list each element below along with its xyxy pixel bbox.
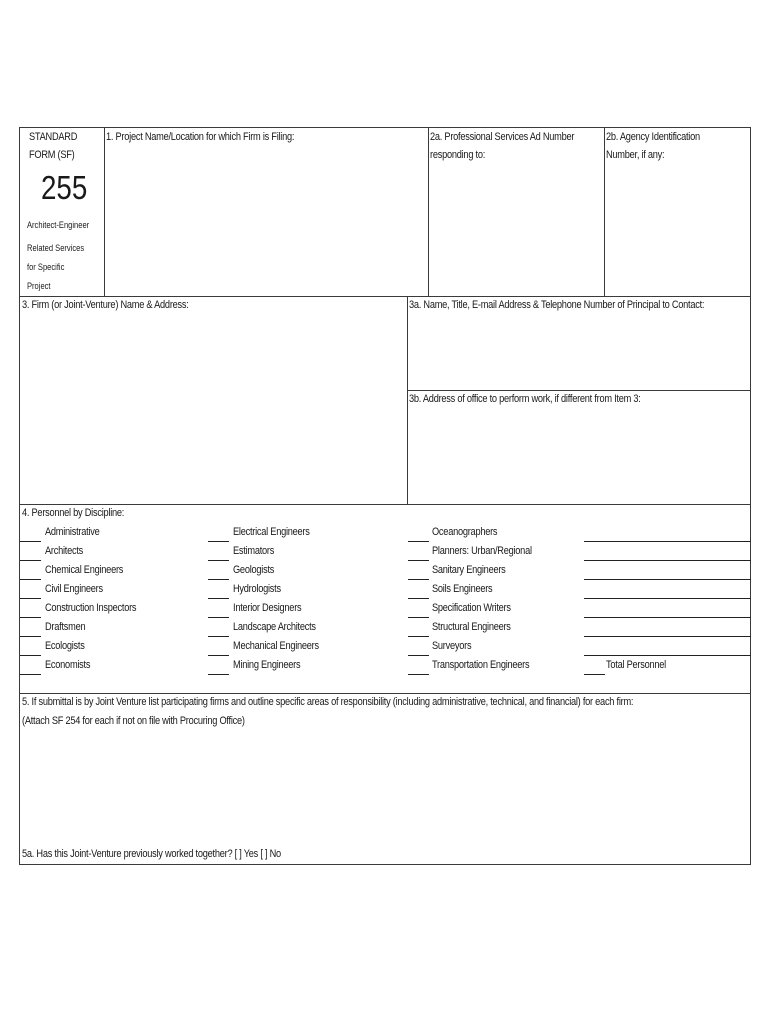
form-desc-line2: Related Services <box>27 243 85 253</box>
discipline-item: Interior Designers <box>233 602 302 614</box>
item5a-label: 5a. Has this Joint-Venture previously worked together? [ ] Yes [ ] No <box>22 848 281 860</box>
item3a-label: 3a. Name, Title, E-mail Address & Telephone Number of Principal to Contact: <box>409 299 705 311</box>
discipline-item: Landscape Architects <box>233 621 316 633</box>
count-blank[interactable] <box>208 541 229 542</box>
count-blank[interactable] <box>20 579 41 580</box>
count-blank[interactable] <box>408 636 429 637</box>
sf-label-line1: STANDARD <box>29 131 78 143</box>
discipline-item: Mining Engineers <box>233 659 301 671</box>
form-desc-line4: Project <box>27 281 51 291</box>
count-blank[interactable] <box>208 674 229 675</box>
divider <box>428 128 429 296</box>
item2a-label-line2: responding to: <box>430 149 486 161</box>
count-blank[interactable] <box>408 598 429 599</box>
discipline-item: Economists <box>45 659 91 671</box>
total-personnel-label: Total Personnel <box>606 659 666 671</box>
other-discipline-blank[interactable] <box>584 541 751 542</box>
other-discipline-blank[interactable] <box>584 579 751 580</box>
count-blank[interactable] <box>20 541 41 542</box>
sf255-form <box>19 127 751 865</box>
other-discipline-blank[interactable] <box>584 560 751 561</box>
discipline-item: Sanitary Engineers <box>432 564 506 576</box>
discipline-item: Soils Engineers <box>432 583 493 595</box>
discipline-item: Civil Engineers <box>45 583 103 595</box>
discipline-item: Draftsmen <box>45 621 86 633</box>
item4-label: 4. Personnel by Discipline: <box>22 507 125 519</box>
count-blank[interactable] <box>208 636 229 637</box>
discipline-item: Oceanographers <box>432 526 498 538</box>
count-blank[interactable] <box>20 598 41 599</box>
count-blank[interactable] <box>20 636 41 637</box>
discipline-item: Architects <box>45 545 84 557</box>
other-discipline-blank[interactable] <box>584 617 751 618</box>
other-discipline-blank[interactable] <box>584 636 751 637</box>
item2a-label-line1: 2a. Professional Services Ad Number <box>430 131 575 143</box>
discipline-item: Mechanical Engineers <box>233 640 319 652</box>
discipline-item: Construction Inspectors <box>45 602 137 614</box>
discipline-item: Estimators <box>233 545 275 557</box>
discipline-item: Geologists <box>233 564 275 576</box>
count-blank[interactable] <box>408 674 429 675</box>
other-discipline-blank[interactable] <box>584 598 751 599</box>
item2b-label-line2: Number, if any: <box>606 149 665 161</box>
count-blank[interactable] <box>20 674 41 675</box>
item2b-label-line1: 2b. Agency Identification <box>606 131 700 143</box>
count-blank[interactable] <box>20 655 41 656</box>
item5-label-line2: (Attach SF 254 for each if not on file with Procuring Office) <box>22 715 245 727</box>
count-blank[interactable] <box>208 617 229 618</box>
count-blank[interactable] <box>208 579 229 580</box>
discipline-item: Ecologists <box>45 640 85 652</box>
count-blank[interactable] <box>408 560 429 561</box>
discipline-item: Chemical Engineers <box>45 564 124 576</box>
divider <box>604 128 605 296</box>
total-personnel-blank[interactable] <box>584 674 605 675</box>
divider <box>104 128 105 296</box>
discipline-item: Transportation Engineers <box>432 659 530 671</box>
discipline-item: Specification Writers <box>432 602 511 614</box>
form-desc-line1: Architect-Engineer <box>27 220 90 230</box>
form-desc-line3: for Specific <box>27 262 65 272</box>
discipline-item: Electrical Engineers <box>233 526 310 538</box>
count-blank[interactable] <box>208 598 229 599</box>
count-blank[interactable] <box>208 655 229 656</box>
item3-label: 3. Firm (or Joint-Venture) Name & Address: <box>22 299 189 311</box>
item5-label-line1: 5. If submittal is by Joint Venture list participating firms and outline specific areas of responsibility (including administrative, technical, and financial) for each firm: <box>22 696 634 708</box>
count-blank[interactable] <box>408 655 429 656</box>
count-blank[interactable] <box>408 541 429 542</box>
discipline-item: Surveyors <box>432 640 472 652</box>
count-blank[interactable] <box>408 579 429 580</box>
divider <box>407 296 408 504</box>
form-number: 255 <box>41 169 88 206</box>
discipline-item: Planners: Urban/Regional <box>432 545 532 557</box>
divider <box>20 504 750 505</box>
item3b-label: 3b. Address of office to perform work, if different from Item 3: <box>409 393 641 405</box>
discipline-item: Hydrologists <box>233 583 281 595</box>
discipline-item: Structural Engineers <box>432 621 511 633</box>
discipline-item: Administrative <box>45 526 100 538</box>
item1-label: 1. Project Name/Location for which Firm is Filing: <box>106 131 295 143</box>
count-blank[interactable] <box>20 617 41 618</box>
count-blank[interactable] <box>208 560 229 561</box>
count-blank[interactable] <box>408 617 429 618</box>
sf-label-line2: FORM (SF) <box>29 149 75 161</box>
count-blank[interactable] <box>20 560 41 561</box>
